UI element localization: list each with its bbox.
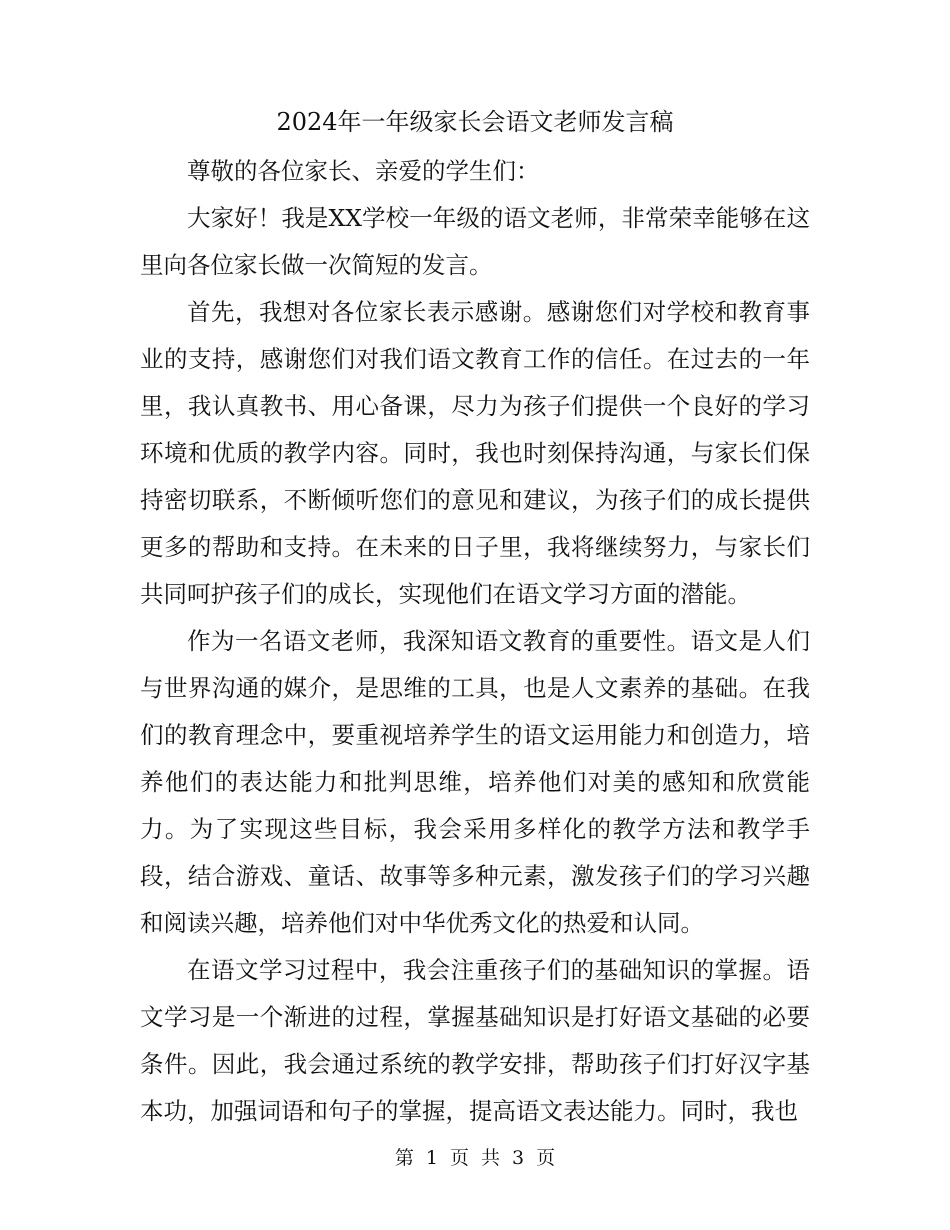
importance-paragraph: 作为一名语文老师，我深知语文教育的重要性。语文是人们与世界沟通的媒介，是思维的工具，也是人文素养的基础。在我们的教育理念中，要重视培养学生的语文运用能力和创造力，培养他们的表达能力和批判思维，培养他们对美的感知和欣赏能力。为了实现这些目标，我会采用多样化的教学方法和教学手段，结合游戏、童话、故事等多种元素，激发孩子们的学习兴趣和阅读兴趣，培养他们对中华优秀文化的热爱和认同。 xyxy=(140,627,810,937)
basics-paragraph: 在语文学习过程中，我会注重孩子们的基础知识的掌握。语文学习是一个渐进的过程，掌握基础知识是打好语文基础的必要条件。因此，我会通过系统的教学安排，帮助孩子们打好汉字基本功，加强词语和句子的掌握，提高语文表达能力。同时，我也 xyxy=(140,956,810,1125)
thanks-paragraph: 首先，我想对各位家长表示感谢。感谢您们对学校和教育事业的支持，感谢您们对我们语文教育工作的信任。在过去的一年里，我认真教书、用心备课，尽力为孩子们提供一个良好的学习环境和优质的教学内容。同时，我也时刻保持沟通，与家长们保持密切联系，不断倾听您们的意见和建议，为孩子们的成长提供更多的帮助和支持。在未来的日子里，我将继续努力，与家长们共同呵护孩子们的成长，实现他们在语文学习方面的潜能。 xyxy=(140,298,810,608)
document-body xyxy=(140,148,810,1135)
salutation-paragraph: 尊敬的各位家长、亲爱的学生们： xyxy=(187,157,540,185)
document-title: 2024年一年级家长会语文老师发言稿 xyxy=(276,108,674,136)
greeting-paragraph: 大家好！我是XX学校一年级的语文老师，非常荣幸能够在这里向各位家长做一次简短的发言。 xyxy=(140,204,810,279)
page-number-footer: 第 1 页 共 3 页 xyxy=(394,1147,556,1169)
